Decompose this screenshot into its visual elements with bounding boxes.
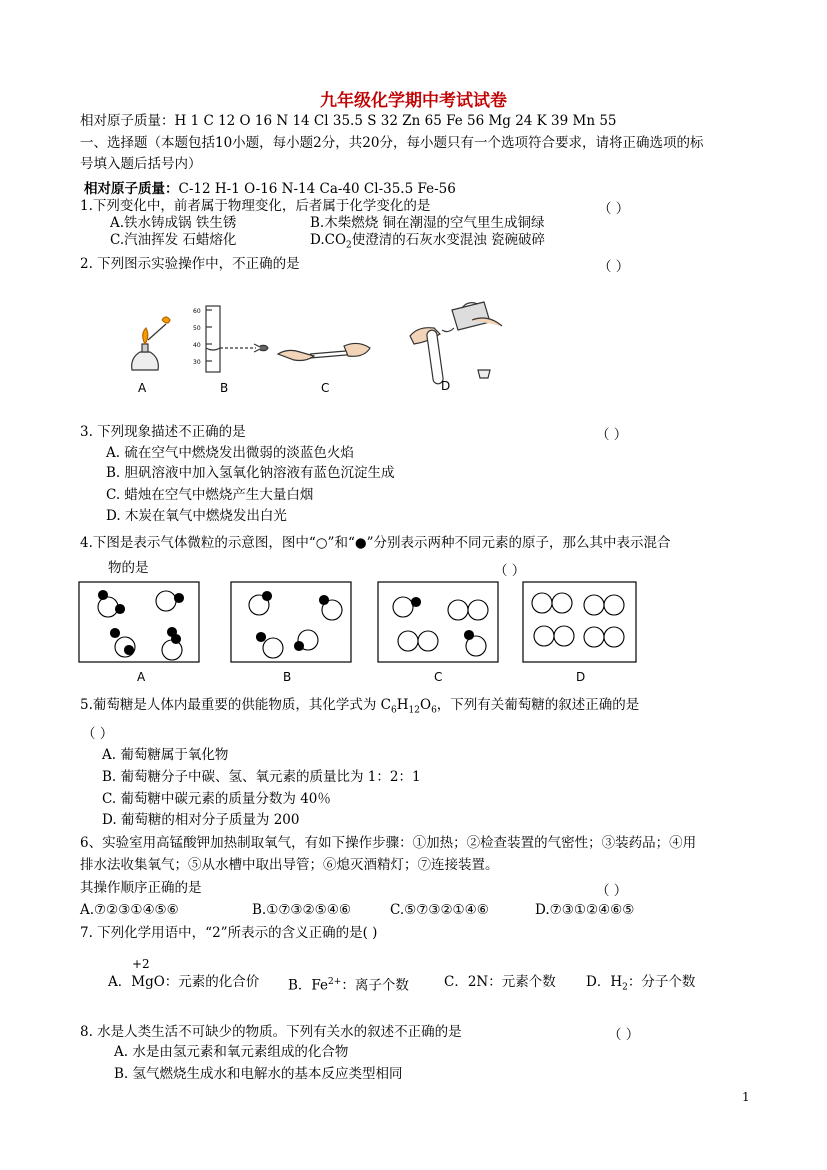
q6-stem: 6、实验室用高锰酸钾加热制取氧气，有如下操作步骤：①加热；②检查装置的气密性；③装药品；④用 (80, 835, 697, 851)
q4-label-d: D (576, 670, 586, 684)
q2-stem: 2. 下列图示实验操作中，不正确的是 (80, 256, 300, 272)
scale-label-60: 60 (193, 308, 201, 315)
q3-option-b: B. 胆矾溶液中加入氢氧化钠溶液有蓝色沉淀生成 (106, 465, 395, 481)
q4-label-b: B (283, 670, 292, 684)
q5-option-d: D. 葡萄糖的相对分子质量为 200 (102, 812, 300, 828)
q5-stem: 5.葡萄糖是人体内最重要的供能物质，其化学式为 $C_6H_{12}O_6$，下列有关葡萄糖的叙述正确的是 (80, 697, 640, 716)
q2-answer-paren: （ ） (598, 259, 630, 275)
q3-stem: 3. 下列现象描述不正确的是 (80, 424, 246, 440)
q3-option-d: D. 木炭在氧气中燃烧发出白光 (106, 508, 287, 524)
q4-answer-paren: （ ） (494, 563, 526, 579)
q8-answer-paren: （ ） (608, 1027, 640, 1043)
q1-option-c: C.汽油挥发 石蜡熔化 (110, 232, 237, 248)
q7-option-a: A．MgO：元素的化合价 (108, 974, 260, 990)
q6-option-b: B.①⑦③②⑤④⑥ (252, 902, 351, 918)
q2-label-d: D (441, 379, 451, 393)
scale-label-50: 50 (193, 325, 201, 332)
atomic-mass-label: 相对原子质量： (84, 181, 179, 197)
q6-option-a: A.⑦②③①④⑤⑥ (80, 902, 179, 918)
q7-option-c: C．2N：元素个数 (444, 974, 556, 990)
q7-stem: 7. 下列化学用语中，“2”所表示的含义正确的是( ) (80, 925, 378, 941)
q2-label-b: B (220, 381, 229, 395)
q1-option-a: A.铁水铸成锅 铁生锈 (110, 215, 237, 231)
q7-valence-mark: +2 (132, 957, 150, 971)
section-heading-cont: 号填入题后括号内） (80, 156, 202, 172)
q5-answer-paren: （ ） (82, 726, 114, 742)
q5-option-b: B. 葡萄糖分子中碳、氢、氧元素的质量比为 1：2：1 (102, 769, 421, 785)
q1-stem: 1.下列变化中，前者属于物理变化，后者属于化学变化的是 (80, 198, 431, 214)
q1-option-d: $D.CO_2$使澄清的石灰水变混浊 瓷碗破碎 (310, 232, 546, 251)
q5-option-c: C. 葡萄糖中碳元素的质量分数为 40％ (102, 791, 331, 807)
measuring-cylinder-icon (206, 306, 268, 372)
q4-label-c: C (434, 670, 443, 684)
q6-stem-question: 其操作顺序正确的是 (80, 880, 202, 896)
particle-atoms (98, 591, 624, 661)
scale-label-30: 30 (193, 359, 201, 366)
page-number: 1 (742, 1090, 750, 1104)
q4-stem-cont: 物的是 (108, 560, 149, 576)
atomic-mass-values: C-12 H-1 O-16 N-14 Ca-40 Cl-35.5 Fe-56 (178, 181, 456, 197)
q6-option-d: D.⑦③①②④⑥⑤ (535, 902, 635, 918)
q1-answer-paren: （ ） (598, 201, 630, 217)
section-heading: 一、选择题（本题包括10小题，每小题2分，共20分，每小题只有一个选项符合要求，请将正确选项的标 (80, 135, 704, 151)
q6-answer-paren: （ ） (596, 883, 628, 899)
q5-option-a: A. 葡萄糖属于氧化物 (102, 747, 229, 763)
q3-option-c: C. 蜡烛在空气中燃烧产生大量白烟 (106, 487, 314, 503)
q2-label-c: C (321, 381, 330, 395)
q4-label-a: A (137, 670, 146, 684)
q2-experiment-figure (118, 300, 508, 400)
q6-option-c: C.⑤⑦③②①④⑥ (390, 902, 489, 918)
page-title: 九年级化学期中考试试卷 (320, 91, 507, 111)
particle-box-b (231, 582, 351, 662)
q8-option-b: B. 氢气燃烧生成水和电解水的基本反应类型相同 (114, 1066, 403, 1082)
q3-option-a: A. 硫在空气中燃烧发出微弱的淡蓝色火焰 (106, 445, 354, 461)
alcohol-lamp-icon (132, 317, 170, 370)
q7-option-d: D．$H_2$：分子个数 (586, 974, 696, 993)
q1-option-b: B.木柴燃烧 铜在潮湿的空气里生成铜绿 (310, 215, 545, 231)
atomic-mass-line: 相对原子质量：H 1 C 12 O 16 N 14 Cl 35.5 S 32 Zn 65 Fe 56 Mg 24 K 39 Mn 55 (80, 113, 617, 129)
q7-option-b: B．$Fe^{2+}$：离子个数 (288, 977, 409, 994)
q4-particle-figure (78, 580, 640, 664)
q6-stem-cont: 排水法收集氧气；⑤从水槽中取出导管；⑥熄灭酒精灯；⑦连接装置。 (80, 857, 499, 873)
test-tube-heating-icon (278, 343, 370, 360)
scale-label-40: 40 (193, 342, 201, 349)
pouring-liquid-icon (410, 302, 502, 384)
atomic-mass-line-2 (84, 180, 456, 198)
q2-label-a: A (138, 381, 147, 395)
q3-answer-paren: （ ） (596, 427, 628, 443)
q4-stem: 4.下图是表示气体微粒的示意图，图中“○”和“●”分别表示两种不同元素的原子，那么其中表示混合 (80, 535, 671, 551)
q8-option-a: A. 水是由氢元素和氧元素组成的化合物 (114, 1044, 349, 1060)
q8-stem: 8. 水是人类生活不可缺少的物质。下列有关水的叙述不正确的是 (80, 1024, 462, 1040)
